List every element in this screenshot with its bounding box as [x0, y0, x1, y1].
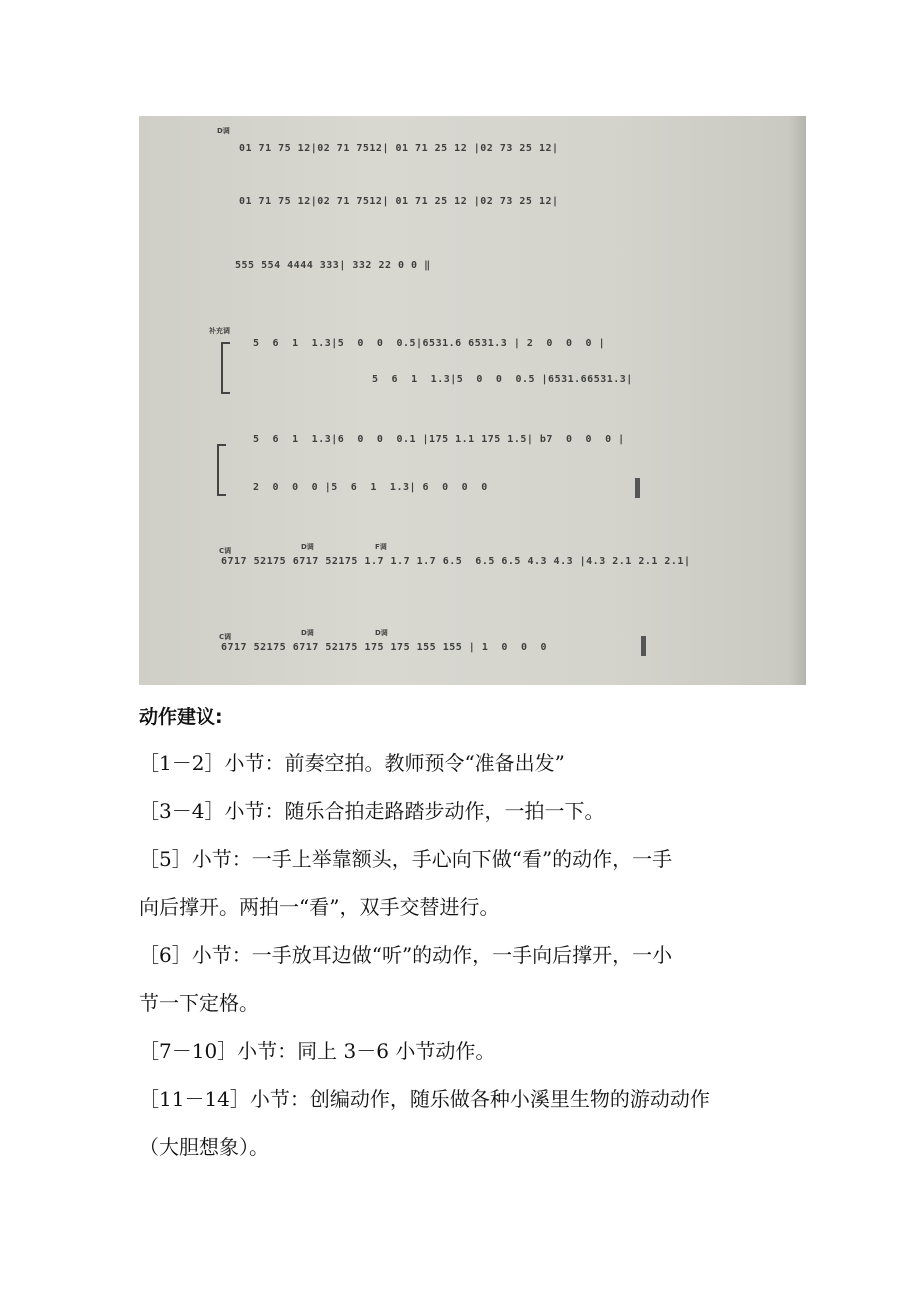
paragraph-line: ［3－4］小节：随乐合拍走路踏步动作，一拍一下。 — [139, 799, 605, 823]
paragraph-line: ［1－2］小节：前奏空拍。教师预令“准备出发” — [139, 751, 565, 775]
score-row-4b: 5 6 1 1.3|5 0 0 0.5 |6531.66531.3| — [372, 374, 633, 385]
final-barline — [641, 636, 646, 656]
paragraph-line: 向后撑开。两拍一“看”，双手交替进行。 — [139, 895, 500, 919]
paragraph-line: ［7－10］小节：同上 3－6 小节动作。 — [139, 1039, 496, 1063]
paragraph-line: ［6］小节：一手放耳边做“听”的动作，一手向后撑开，一小 — [139, 943, 673, 967]
score-row-6: 6717 52175 6717 52175 1.7 1.7 1.7 6.5 6.5 6.5 4.3 4.3 |4.3 2.1 2.1 2.1| — [221, 556, 691, 567]
key-label: F调 — [375, 543, 387, 551]
score-photo — [139, 116, 806, 685]
key-label: D调 — [301, 543, 314, 551]
score-row-5b: 2 0 0 0 |5 6 1 1.3| 6 0 0 0 — [253, 482, 488, 493]
paragraph-line: （大胆想象）。 — [139, 1135, 269, 1159]
key-label: D调 — [375, 629, 388, 637]
paragraph-line: 节一下定格。 — [139, 991, 259, 1015]
score-row-7: 6717 52175 6717 52175 175 175 155 155 | 1 0 0 0 — [221, 642, 548, 653]
score-row-5a: 5 6 1 1.3|6 0 0 0.1 |175 1.1 175 1.5| b7 0 0 0 | — [253, 434, 625, 445]
score-row-4a: 5 6 1 1.3|5 0 0 0.5|6531.6 6531.3 | 2 0 0 0 | — [253, 338, 606, 349]
key-label: D调 — [301, 629, 314, 637]
key-label: D调 — [217, 127, 230, 135]
section-heading: 动作建议: — [139, 706, 223, 728]
final-barline — [635, 478, 640, 498]
paragraph-line: ［11－14］小节：创编动作，随乐做各种小溪里生物的游动动作 — [139, 1087, 710, 1111]
key-label: 补充调 — [209, 327, 230, 335]
paragraph-line: ［5］小节：一手上举靠额头，手心向下做“看”的动作，一手 — [139, 847, 673, 871]
score-row-1: 01 71 75 12|02 71 7512| 01 71 25 12 |02 73 25 12| — [239, 143, 559, 154]
staff-bracket — [221, 342, 230, 394]
score-row-3: 555 554 4444 333| 332 22 0 0 ‖ — [235, 260, 431, 271]
key-label: C调 — [219, 633, 232, 641]
staff-bracket — [217, 444, 226, 496]
key-label: C调 — [219, 547, 232, 555]
score-row-2: 01 71 75 12|02 71 7512| 01 71 25 12 |02 73 25 12| — [239, 196, 559, 207]
